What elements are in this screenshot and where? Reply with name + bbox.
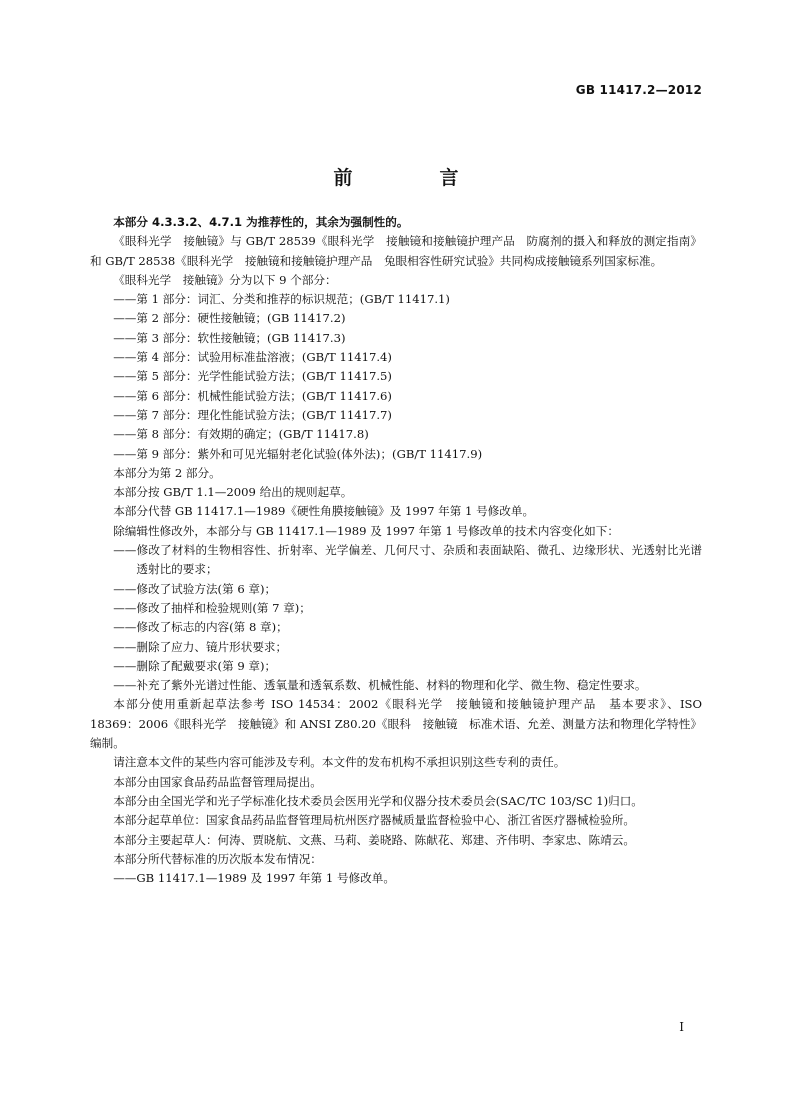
paragraph: 除编辑性修改外，本部分与 GB 11417.1—1989 及 1997 年第 1 号修改单的技术内容变化如下： <box>113 523 619 538</box>
list-item: ——GB 11417.1—1989 及 1997 年第 1 号修改单。 <box>113 871 395 886</box>
paragraph: 本部分使用重新起草法参考 ISO 14534：2002《眼科光学 接触镜和接触镜护理产品 基本要求》、ISO 18369：2006《眼科光学 接触镜》和 ANSI Z80.20《眼科 接触镜 标准术语、允差、测量方法和物理化学特性》编制。 <box>90 697 702 751</box>
list-item: ——修改了标志的内容(第 8 章)； <box>113 620 288 635</box>
page-title: 前 言 <box>333 166 493 189</box>
list-item: ——第 5 部分：光学性能试验方法；(GB/T 11417.5) <box>113 369 392 384</box>
paragraph: 请注意本文件的某些内容可能涉及专利。本文件的发布机构不承担识别这些专利的责任。 <box>113 755 566 770</box>
list-item: ——第 4 部分：试验用标准盐溶液；(GB/T 11417.4) <box>113 350 392 365</box>
list-item: ——第 8 部分：有效期的确定；(GB/T 11417.8) <box>113 427 369 442</box>
paragraph: 本部分所代替标准的历次版本发布情况： <box>113 851 322 866</box>
parts-list <box>90 290 702 464</box>
list-item: ——第 1 部分：词汇、分类和推荐的标识规范；(GB/T 11417.1) <box>113 292 450 307</box>
page-number: I <box>679 1020 684 1034</box>
list-item: ——删除了配戴要求(第 9 章)； <box>113 658 277 673</box>
list-item: ——第 7 部分：理化性能试验方法；(GB/T 11417.7) <box>113 407 392 422</box>
paragraph: 本部分主要起草人：何涛、贾晓航、文燕、马莉、姜晓路、陈献花、郑建、齐伟明、李家忠、陈靖云。 <box>113 832 635 847</box>
history-list <box>90 869 702 888</box>
paragraph: 本部分为第 2 部分。 <box>113 465 221 480</box>
standard-code: GB 11417.2—2012 <box>575 83 702 97</box>
paragraph: 《眼科光学 接触镜》分为以下 9 个部分： <box>113 272 337 287</box>
changes-list <box>90 541 702 695</box>
list-item: ——修改了抽样和检验规则(第 7 章)； <box>113 600 311 615</box>
list-item: ——修改了材料的生物相容性、折射率、光学偏差、几何尺寸、杂质和表面缺陷、微孔、边缘形状、光透射比光谱透射比的要求； <box>113 543 702 577</box>
list-item: ——第 6 部分：机械性能试验方法；(GB/T 11417.6) <box>113 388 392 403</box>
list-item: ——修改了试验方法(第 6 章)； <box>113 581 277 596</box>
list-item: ——第 9 部分：紫外和可见光辐射老化试验(体外法)；(GB/T 11417.9) <box>113 446 483 461</box>
document-body <box>90 213 702 888</box>
paragraph: 本部分由国家食品药品监督管理局提出。 <box>113 774 322 789</box>
paragraph: 本部分代替 GB 11417.1—1989《硬性角膜接触镜》及 1997 年第 1 号修改单。 <box>113 504 535 519</box>
paragraph: 《眼科光学 接触镜》与 GB/T 28539《眼科光学 接触镜和接触镜护理产品 防腐剂的摄入和释放的测定指南》和 GB/T 28538《眼科光学 接触镜和接触镜护理产品 兔眼相容性研究试验》共同构成接触镜系列国家标准。 <box>90 234 702 268</box>
paragraph: 本部分起草单位：国家食品药品监督管理局杭州医疗器械质量监督检验中心、浙江省医疗器械检验所。 <box>113 813 635 828</box>
paragraph: 本部分按 GB/T 1.1—2009 给出的规则起草。 <box>113 485 353 500</box>
list-item: ——补充了紫外光谱过性能、透氧量和透氧系数、机械性能、材料的物理和化学、微生物、稳定性要求。 <box>113 678 647 693</box>
paragraph: 本部分由全国光学和光子学标准化技术委员会医用光学和仪器分技术委员会(SAC/TC 103/SC 1)归口。 <box>113 793 643 808</box>
paragraph: 本部分 4.3.3.2、4.7.1 为推荐性的，其余为强制性的。 <box>113 215 409 229</box>
list-item: ——第 2 部分：硬性接触镜；(GB 11417.2) <box>113 311 346 326</box>
list-item: ——第 3 部分：软性接触镜；(GB 11417.3) <box>113 330 346 345</box>
list-item: ——删除了应力、镜片形状要求； <box>113 639 288 654</box>
